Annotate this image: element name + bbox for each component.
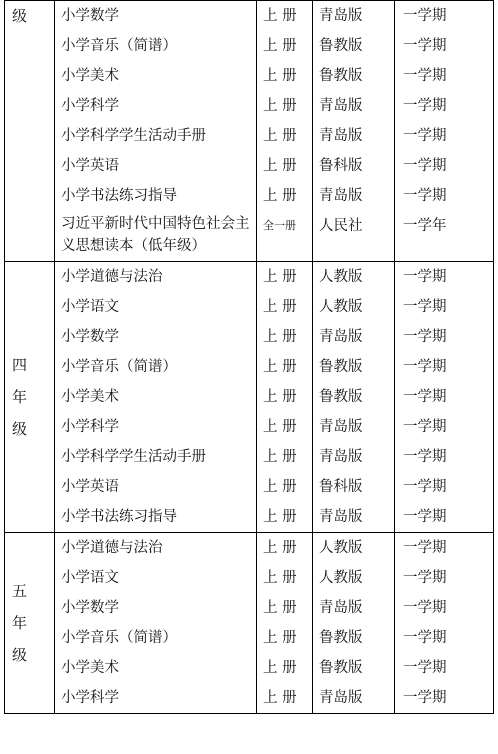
- subject-name: 小学美术: [61, 660, 119, 676]
- grade-label-char: 五: [12, 582, 28, 600]
- subject-name: 小学数学: [61, 329, 119, 345]
- volume-label: 上 册: [263, 690, 297, 706]
- volume-label: 上 册: [263, 188, 297, 204]
- subject-name: 小学科学: [61, 419, 119, 435]
- publisher-name: 青岛版: [319, 449, 363, 465]
- subject-name: 小学美术: [61, 68, 119, 84]
- subject-name: 小学音乐（简谱）: [61, 38, 177, 54]
- subject-name: 小学语文: [61, 570, 119, 586]
- volume-label: 上 册: [263, 630, 297, 646]
- publisher-name: 青岛版: [319, 509, 363, 525]
- usage-period: 一学期: [403, 540, 447, 556]
- usage-period: 一学期: [403, 329, 447, 345]
- publisher-name: 鲁科版: [319, 479, 363, 495]
- usage-period: 一学期: [403, 98, 447, 114]
- grade-section-row: [5, 1, 494, 262]
- grade-label-char: 年: [12, 614, 28, 632]
- usage-period: 一学期: [403, 38, 447, 54]
- publisher-name: 青岛版: [319, 98, 363, 114]
- usage-period: 一学期: [403, 600, 447, 616]
- publisher-name: 鲁教版: [319, 68, 363, 84]
- volume-label: 上 册: [263, 509, 297, 525]
- textbook-table-body: [5, 1, 494, 714]
- publisher-name: 鲁教版: [319, 359, 363, 375]
- publisher-name: 青岛版: [319, 690, 363, 706]
- grade-cell: [5, 262, 55, 533]
- volume-label: 上 册: [263, 299, 297, 315]
- grade-label-char: 级: [12, 646, 28, 664]
- usage-period: 一学期: [403, 188, 447, 204]
- usage-period: 一学期: [403, 660, 447, 676]
- volume-label: 上 册: [263, 68, 297, 84]
- volume-label: 上 册: [263, 329, 297, 345]
- period-column-cell: [395, 533, 494, 714]
- usage-period: 一学期: [403, 8, 447, 24]
- publisher-name: 青岛版: [319, 329, 363, 345]
- volume-label: 上 册: [263, 660, 297, 676]
- grade-label-char: 四: [12, 356, 28, 374]
- usage-period: 一学期: [403, 509, 447, 525]
- textbook-table: [4, 0, 494, 714]
- publisher-name: 鲁教版: [319, 660, 363, 676]
- subject-name: 小学科学: [61, 98, 119, 114]
- grade-label-char: 级: [12, 420, 28, 438]
- usage-period: 一学期: [403, 449, 447, 465]
- subject-column-cell: [55, 262, 257, 533]
- volume-label: 上 册: [263, 8, 297, 24]
- subject-column-cell: [55, 533, 257, 714]
- publisher-name: 鲁教版: [319, 630, 363, 646]
- grade-section-row: [5, 262, 494, 533]
- volume-label: 上 册: [263, 540, 297, 556]
- subject-name: 小学音乐（简谱）: [61, 630, 177, 646]
- volume-label: 上 册: [263, 419, 297, 435]
- usage-period: 一学期: [403, 570, 447, 586]
- grade-label: [5, 349, 54, 445]
- publisher-name: 青岛版: [319, 128, 363, 144]
- subject-name: 习近平新时代中国特色社会主义思想读本（低年级）: [61, 216, 250, 254]
- publisher-name: 鲁教版: [319, 389, 363, 405]
- volume-label: 上 册: [263, 479, 297, 495]
- usage-period: 一学期: [403, 269, 447, 285]
- grade-cell: [5, 533, 55, 714]
- publisher-name: 鲁教版: [319, 38, 363, 54]
- subject-name: 小学英语: [61, 158, 119, 174]
- pub-column-cell: [313, 1, 395, 262]
- volume-label: 全一册: [263, 219, 296, 232]
- volume-label: 上 册: [263, 38, 297, 54]
- volume-label: 上 册: [263, 269, 297, 285]
- volume-label: 上 册: [263, 389, 297, 405]
- volume-label: 上 册: [263, 158, 297, 174]
- subject-name: 小学道德与法治: [61, 269, 163, 285]
- usage-period: 一学期: [403, 419, 447, 435]
- publisher-name: 青岛版: [319, 600, 363, 616]
- publisher-name: 青岛版: [319, 8, 363, 24]
- publisher-name: 人教版: [319, 570, 363, 586]
- subject-name: 小学科学学生活动手册: [61, 449, 206, 465]
- usage-period: 一学期: [403, 158, 447, 174]
- subject-name: 小学科学学生活动手册: [61, 128, 206, 144]
- usage-period: 一学期: [403, 690, 447, 706]
- volume-label: 上 册: [263, 359, 297, 375]
- usage-period: 一学期: [403, 299, 447, 315]
- pub-column-cell: [313, 533, 395, 714]
- subject-name: 小学美术: [61, 389, 119, 405]
- usage-period: 一学期: [403, 389, 447, 405]
- period-column-cell: [395, 1, 494, 262]
- subject-name: 小学道德与法治: [61, 540, 163, 556]
- volume-label: 上 册: [263, 449, 297, 465]
- grade-label-char: 年: [12, 388, 28, 406]
- publisher-name: 人教版: [319, 299, 363, 315]
- subject-name: 小学数学: [61, 600, 119, 616]
- vol-column-cell: [257, 1, 313, 262]
- subject-name: 小学书法练习指导: [61, 188, 177, 204]
- subject-column-cell: [55, 1, 257, 262]
- usage-period: 一学期: [403, 479, 447, 495]
- subject-name: 小学语文: [61, 299, 119, 315]
- grade-label: [5, 575, 54, 671]
- period-column-cell: [395, 262, 494, 533]
- usage-period: 一学期: [403, 128, 447, 144]
- publisher-name: 人教版: [319, 540, 363, 556]
- volume-label: 上 册: [263, 128, 297, 144]
- publisher-name: 鲁科版: [319, 158, 363, 174]
- subject-name: 小学英语: [61, 479, 119, 495]
- grade-section-row: [5, 533, 494, 714]
- vol-column-cell: [257, 262, 313, 533]
- usage-period: 一学期: [403, 630, 447, 646]
- pub-column-cell: [313, 262, 395, 533]
- grade-label-char: 级: [12, 7, 28, 25]
- publisher-name: 青岛版: [319, 188, 363, 204]
- volume-label: 上 册: [263, 570, 297, 586]
- usage-period: 一学年: [403, 218, 447, 234]
- volume-label: 上 册: [263, 600, 297, 616]
- publisher-name: 人教版: [319, 269, 363, 285]
- usage-period: 一学期: [403, 68, 447, 84]
- usage-period: 一学期: [403, 359, 447, 375]
- subject-name: 小学科学: [61, 690, 119, 706]
- vol-column-cell: [257, 533, 313, 714]
- subject-name: 小学音乐（简谱）: [61, 359, 177, 375]
- publisher-name: 人民社: [319, 218, 363, 234]
- volume-label: 上 册: [263, 98, 297, 114]
- subject-name: 小学数学: [61, 8, 119, 24]
- grade-cell: [5, 1, 55, 262]
- publisher-name: 青岛版: [319, 419, 363, 435]
- subject-name: 小学书法练习指导: [61, 509, 177, 525]
